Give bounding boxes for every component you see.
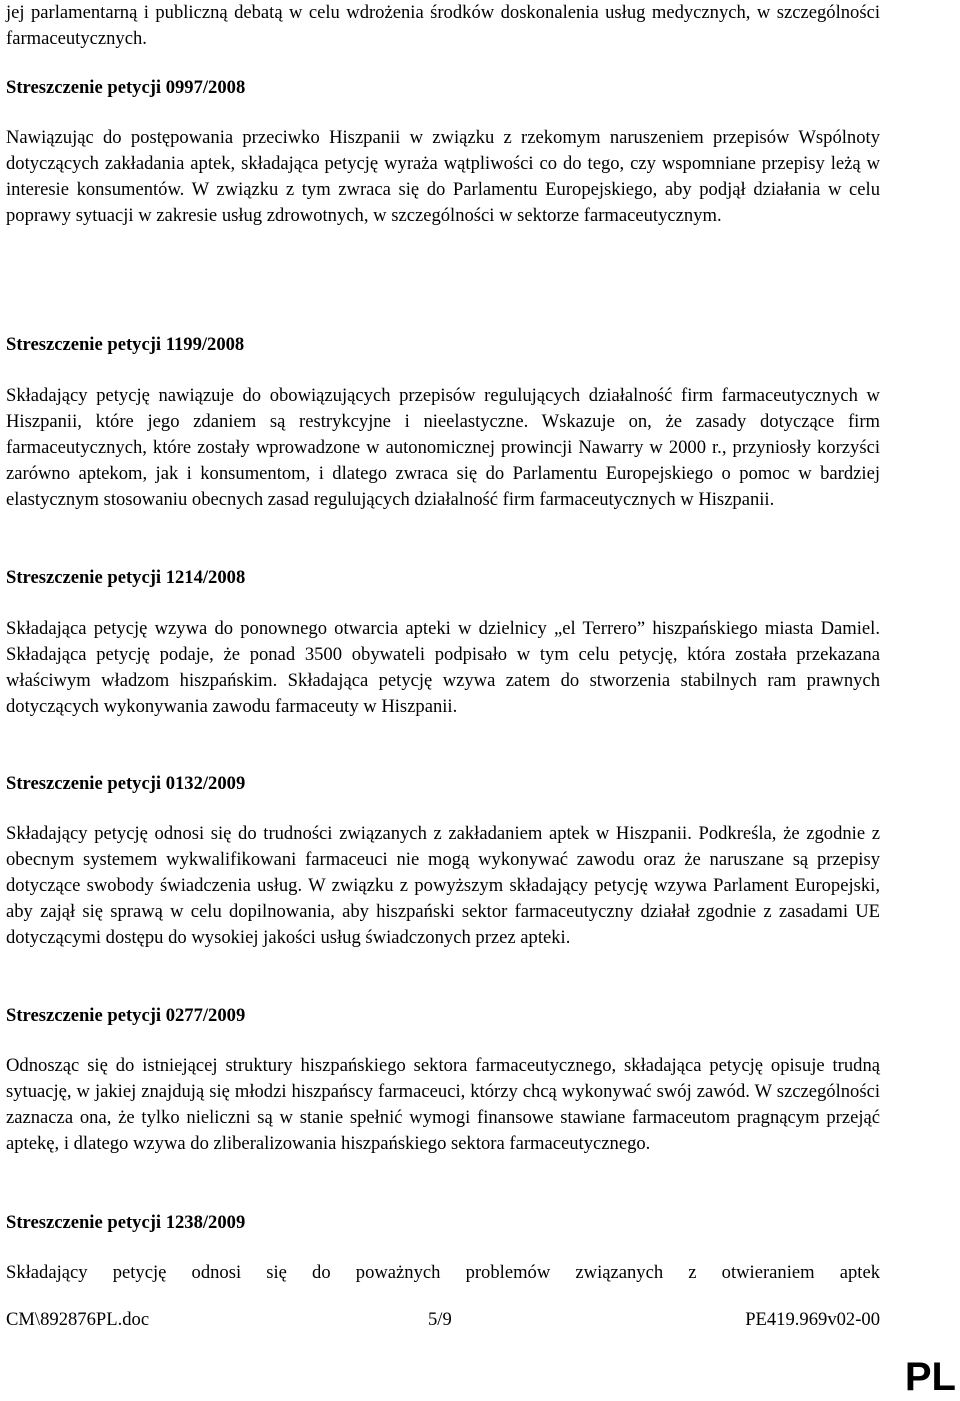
language-tag: PL	[904, 1355, 956, 1399]
section-heading: Streszczenie petycji 0132/2009	[6, 773, 246, 794]
section-body: Składający petycję nawiązuje do obowiązujących przepisów regulujących działalność firm farmaceutycznych w Hiszpanii, które jego zdaniem są restrykcyjne i nieelastyczne. Wskazuje on, że zasady dotyczące firm farmaceutycznych, które zostały wprowadzone w autonomicznej prowincji Nawarry w 2000 r., przyniosły korzyści zarówno aptekom, jak i konsumentom, i dlatego zwraca się do Parlamentu Europejskiego o pomoc w bardziej elastycznym stosowaniu obecnych zasad regulujących działalność firm farmaceutycznych w Hiszpanii.	[6, 385, 880, 510]
section-body: Odnosząc się do istniejącej struktury hiszpańskiego sektora farmaceutycznego, składająca petycję opisuje trudną sytuację, w jakiej znajdują się młodzi hiszpańscy farmaceuci, którzy chcą wykonywać swój zawód. W szczególności zaznacza ona, że tylko nieliczni są w stanie spełnić wymogi finansowe stawiane farmaceutom pragnącym przejąć aptekę, i dlatego wzywa do zliberalizowania hiszpańskiego sektora farmaceutycznego.	[6, 1055, 880, 1154]
section-heading: Streszczenie petycji 1238/2009	[6, 1212, 246, 1233]
section-body: Składająca petycję wzywa do ponownego otwarcia apteki w dzielnicy „el Terrero” hiszpańskiego miasta Damiel. Składająca petycję podaje, że ponad 3500 obywateli podpisało w tym celu petycję, która została przekazana właściwym władzom hiszpańskim. Składająca petycję wzywa zatem do stworzenia stabilnych ram prawnych dotyczących wykonywania zawodu farmaceuty w Hiszpanii.	[6, 618, 880, 717]
section-body: Składający petycję odnosi się do poważnych problemów związanych z otwieraniem aptek	[6, 1262, 880, 1283]
footer-pe-ref: PE419.969v02-00	[745, 1309, 880, 1330]
footer-page-number: 5/9	[428, 1309, 452, 1330]
section-heading: Streszczenie petycji 1214/2008	[6, 567, 246, 588]
section-body: Składający petycję odnosi się do trudności związanych z zakładaniem aptek w Hiszpanii. Podkreśla, że zgodnie z obecnym systemem wykwalifikowani farmaceuci nie mogą wykonywać zawodu oraz że naruszane są przepisy dotyczące swobody świadczenia usług. W związku z powyższym składający petycję wzywa Parlament Europejski, aby zajął się sprawą w celu dopilnowania, aby hiszpański sektor farmaceutyczny działał zgodnie z zasadami UE dotyczącymi dostępu do wysokiej jakości usług świadczonych przez apteki.	[6, 823, 880, 948]
intro-paragraph: jej parlamentarną i publiczną debatą w celu wdrożenia środków doskonalenia usług medycznych, w szczególności farmaceutycznych.	[6, 2, 880, 49]
section-heading: Streszczenie petycji 1199/2008	[6, 334, 245, 355]
section-body: Nawiązując do postępowania przeciwko Hiszpanii w związku z rzekomym naruszeniem przepisów Wspólnoty dotyczących zakładania aptek, składająca petycję wyraża wątpliwości co do tego, czy wspomniane przepisy leżą w interesie konsumentów. W związku z tym zwraca się do Parlamentu Europejskiego, aby podjął działania w celu poprawy sytuacji w zakresie usług zdrowotnych, w szczególności w sektorze farmaceutycznym.	[6, 127, 880, 226]
footer-doc-ref: CM\892876PL.doc	[6, 1309, 150, 1330]
section-heading: Streszczenie petycji 0277/2009	[6, 1005, 246, 1026]
section-heading: Streszczenie petycji 0997/2008	[6, 77, 246, 98]
